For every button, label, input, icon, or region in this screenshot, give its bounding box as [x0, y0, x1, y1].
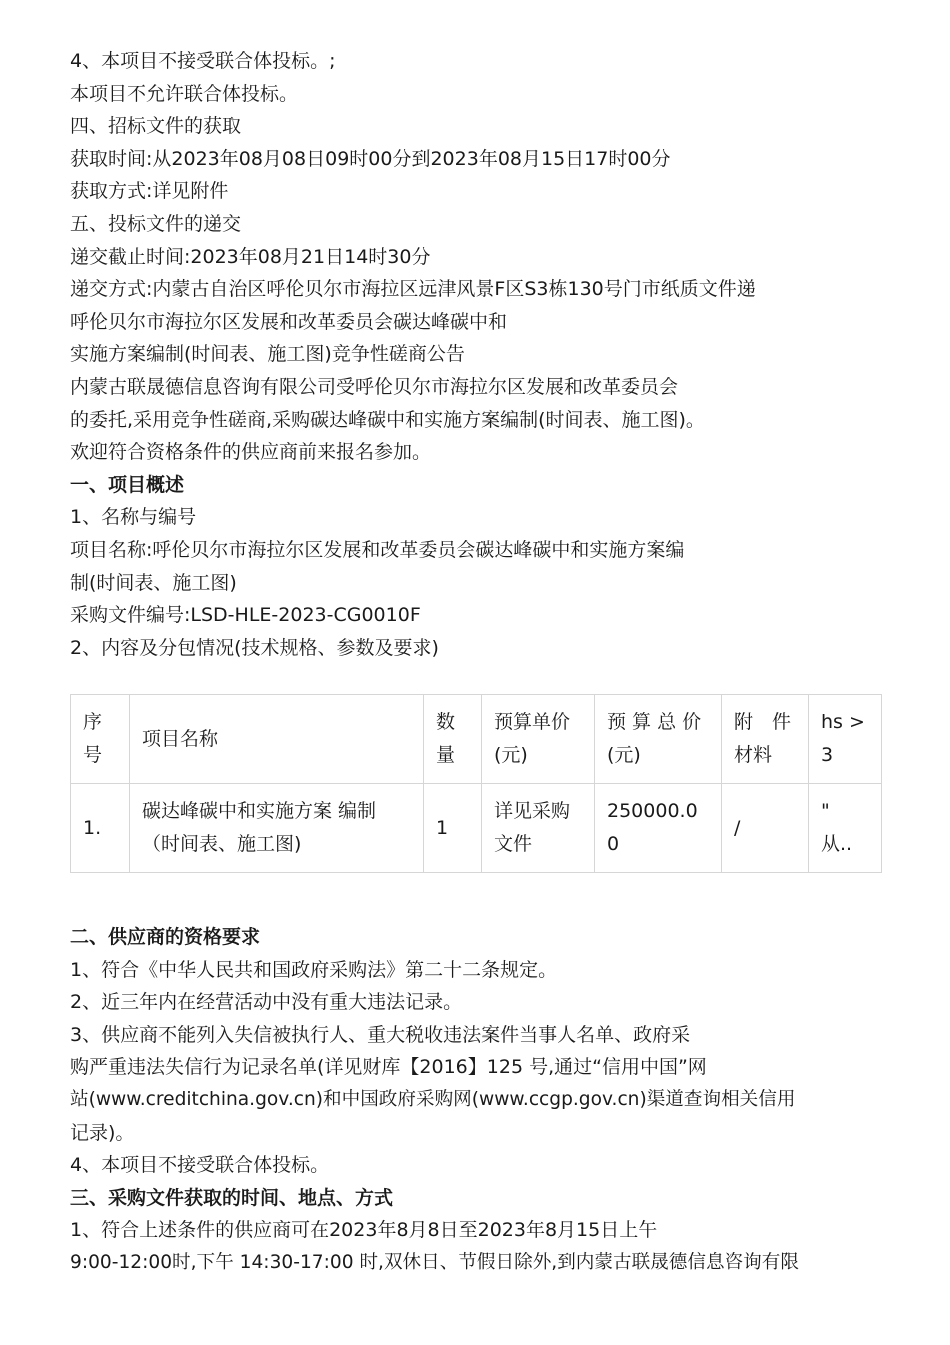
header-cell: 附 件 材料 — [722, 695, 809, 784]
header-cell: 项目名称 — [130, 695, 424, 784]
table-cell: 1 — [424, 784, 482, 873]
text-line: 获取时间:从2023年08月08日09时00分到2023年08月15日17时00分 — [70, 147, 671, 170]
table-cell: " 从.. — [809, 784, 882, 873]
document-top-section — [70, 45, 882, 664]
section-heading: 三、采购文件获取的时间、地点、方式 — [70, 1186, 394, 1209]
text-line: 欢迎符合资格条件的供应商前来报名参加。 — [70, 441, 432, 464]
header-cell: 序 号 — [71, 695, 130, 784]
text-line: 实施方案编制(时间表、施工图)竞争性磋商公告 — [70, 343, 465, 366]
section-heading: 五、投标文件的递交 — [70, 212, 242, 235]
section-heading: 四、招标文件的获取 — [70, 115, 242, 138]
text-line: 递交方式:内蒙古自治区呼伦贝尔市海拉区远津风景F区S3栋130号门市纸质文件递 — [70, 278, 756, 301]
table-cell: 详见采购 文件 — [482, 784, 595, 873]
text-line: 9:00-12:00时,下午 14:30-17:00 时,双休日、节假日除外,到内蒙古联晟德信息咨询有限 — [70, 1251, 799, 1273]
text-line: 1、符合上述条件的供应商可在2023年8月8日至2023年8月15日上午 — [70, 1219, 658, 1242]
text-line: 项目名称:呼伦贝尔市海拉尔区发展和改革委员会碳达峰碳中和实施方案编 — [70, 538, 685, 561]
text-line: 的委托,采用竞争性磋商,采购碳达峰碳中和实施方案编制(时间表、施工图)。 — [70, 408, 705, 431]
header-cell: hs > 3 — [809, 695, 882, 784]
text-line: 购严重违法失信行为记录名单(详见财库【2016】125 号,通过“信用中国”网 — [70, 1056, 707, 1079]
section-heading: 一、项目概述 — [70, 473, 185, 496]
items-table — [70, 694, 882, 873]
table-cell: 碳达峰碳中和实施方案 编制 （时间表、施工图) — [130, 784, 424, 873]
text-line: 4、本项目不接受联合体投标。; — [70, 50, 336, 72]
text-line: 2、内容及分包情况(技术规格、参数及要求) — [70, 636, 439, 659]
table-cell: / — [722, 784, 809, 873]
text-line: 记录)。 — [70, 1121, 135, 1144]
table-cell: 1. — [71, 784, 130, 873]
text-line: 站(www.creditchina.gov.cn)和中国政府采购网(www.ccgp.gov.cn)渠道查询相关信用 — [70, 1088, 796, 1110]
table-cell: 250000.0 0 — [595, 784, 722, 873]
document-bottom-section — [70, 921, 882, 1280]
text-line: 递交截止时间:2023年08月21日14时30分 — [70, 245, 431, 268]
text-line: 3、供应商不能列入失信被执行人、重大税收违法案件当事人名单、政府采 — [70, 1023, 691, 1046]
text-line: 制(时间表、施工图) — [70, 571, 237, 594]
text-line: 本项目不允许联合体投标。 — [70, 82, 299, 105]
text-line: 4、本项目不接受联合体投标。 — [70, 1154, 330, 1177]
text-line: 呼伦贝尔市海拉尔区发展和改革委员会碳达峰碳中和 — [70, 310, 508, 333]
text-line: 内蒙古联晟德信息咨询有限公司受呼伦贝尔市海拉尔区发展和改革委员会 — [70, 375, 679, 398]
text-line: 获取方式:详见附件 — [70, 180, 229, 203]
header-cell: 数 量 — [424, 695, 482, 784]
text-line: 1、名称与编号 — [70, 506, 197, 529]
text-line: 2、近三年内在经营活动中没有重大违法记录。 — [70, 991, 463, 1014]
text-line: 采购文件编号:LSD-HLE-2023-CG0010F — [70, 604, 421, 627]
table-header-row — [71, 695, 882, 784]
text-line: 1、符合《中华人民共和国政府采购法》第二十二条规定。 — [70, 958, 558, 981]
section-heading: 二、供应商的资格要求 — [70, 926, 261, 948]
header-cell: 预 算 总 价 (元) — [595, 695, 722, 784]
header-cell: 预算单价 (元) — [482, 695, 595, 784]
table-row — [71, 784, 882, 873]
